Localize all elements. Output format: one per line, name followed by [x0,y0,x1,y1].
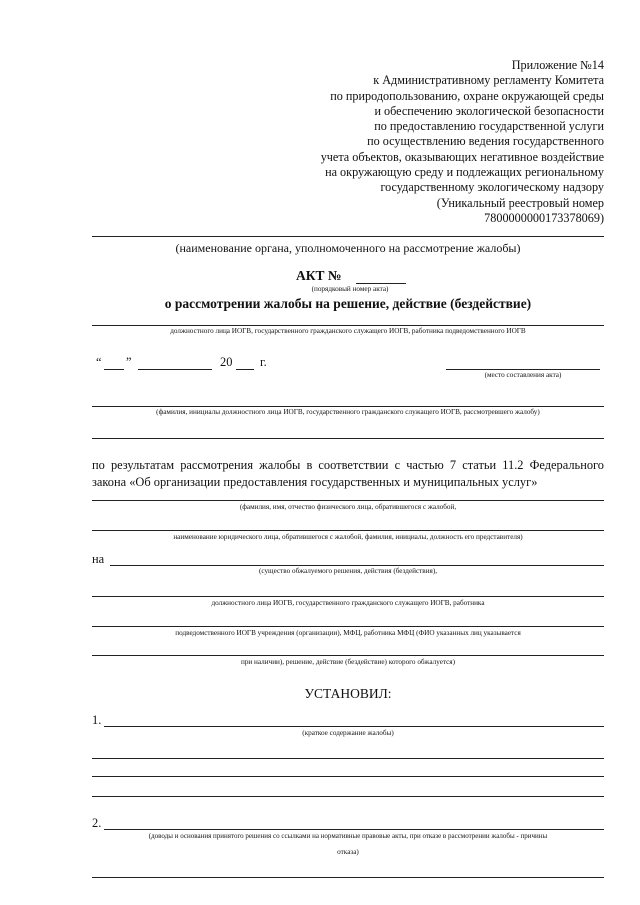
item2-extra-line [92,877,604,878]
legal-entity-caption: наименование юридического лица, обратившегося с жалобой, фамилия, инициалы, должность его представителя) [173,533,523,541]
reviewer-extra-line [92,438,604,439]
header-line: по осуществлению ведения государственного [367,134,604,149]
header-line: Приложение №14 [511,58,604,72]
official-caption: должностного лица ИОГВ, государственного гражданского служащего ИОГВ, работника подведомственного ИОГВ [170,327,526,335]
date-year-suffix: г. [260,355,267,369]
header-line: по предоставлению государственной услуги [374,119,604,134]
official-line [92,325,604,326]
if-any-line [92,655,604,656]
if-any-caption: при наличии), решение, действие (бездействие) которого обжалуется) [240,658,456,666]
legal-entity-line [92,530,604,531]
item2-caption-line1: (доводы и основания принятого решения со ссылками на нормативные правовые акты, при отказе в рассмотрении жалобы - причины [148,832,548,840]
organ-caption: (наименование органа, уполномоченного на рассмотрение жалобы) [175,241,521,255]
legal-paragraph: по результатам рассмотрения жалобы в соответствии с частью 7 статьи 11.2 Федерального закона «Об организации предоставления государственных и муниципальных услуг» [92,458,604,489]
date-quote-close: ” [126,355,132,369]
item2-line [104,829,604,830]
date-day-line [104,369,124,370]
place-line [446,369,600,370]
date-year-prefix: 20 [220,355,233,369]
act-subtitle: о рассмотрении жалобы на решение, действие (бездействие) [164,296,532,311]
item2-number: 2. [92,816,102,830]
na-label: на [92,552,105,566]
item2-caption-line2: отказа) [337,848,359,856]
date-quote-open: “ [96,355,102,369]
item1-line [104,726,604,727]
official2-line [92,596,604,597]
header-line: 7800000000173378069) [484,210,604,225]
item1-extra-line [92,796,604,797]
act-number-caption: (порядковый номер акта) [311,285,389,293]
reviewer-caption: (фамилия, инициалы должностного лица ИОГВ, государственного гражданского служащего ИОГВ, рассмотревшего жалобу) [156,408,540,416]
header-line: к Административному регламенту Комитета [373,73,604,88]
header-line: учета объектов, оказывающих негативное воздействие [320,149,604,164]
established-heading: УСТАНОВИЛ: [304,686,392,701]
act-title: АКТ № [296,268,342,283]
item1-extra-line [92,758,604,759]
essence-caption: (существо обжалуемого решения, действия (бездействия), [258,567,438,575]
essence-line [110,565,604,566]
header-line: (Уникальный реестровый номер [436,195,604,210]
official2-caption: должностного лица ИОГВ, государственного гражданского служащего ИОГВ, работника [211,599,485,607]
place-caption: (место составления акта) [484,371,562,379]
appendix-header [244,58,604,226]
act-number-line [356,283,406,284]
item1-extra-line [92,776,604,777]
date-year-line [236,369,254,370]
header-line: по природопользованию, охране окружающей среды [330,88,604,103]
header-line: государственному экологическому надзору [380,180,604,195]
date-month-line [138,369,212,370]
header-line: на окружающую среду и подлежащих региональному [325,165,604,180]
subordinate-caption: подведомственного ИОГВ учреждения (организации), МФЦ, работника МФЦ (ФИО указанных лиц указывается [175,629,521,637]
header-line: и обеспечению экологической безопасности [374,103,604,118]
organ-line [92,236,604,237]
item1-caption: (краткое содержание жалобы) [302,729,394,737]
item1-number: 1. [92,713,102,727]
subordinate-line [92,626,604,627]
individual-caption: (фамилия, имя, отчество физического лица, обратившегося с жалобой, [239,503,457,511]
individual-line [92,500,604,501]
reviewer-line [92,406,604,407]
